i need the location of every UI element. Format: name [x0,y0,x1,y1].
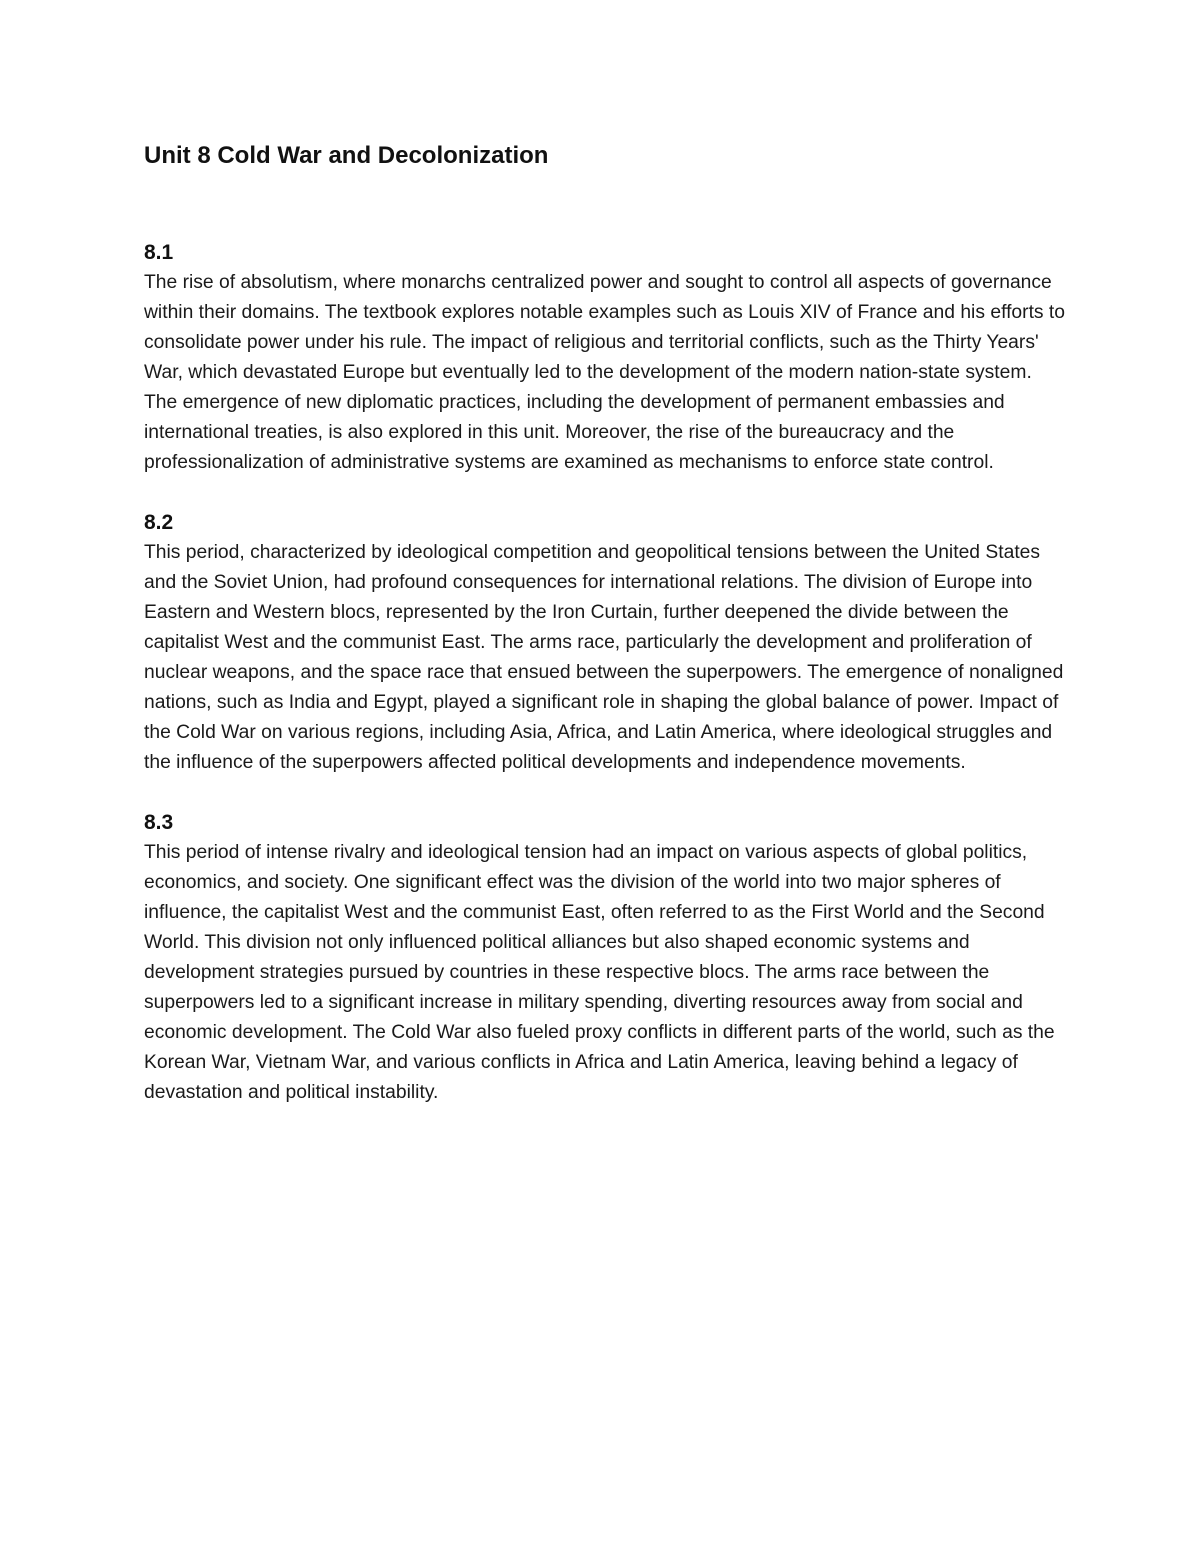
section-8-2 [144,508,1069,778]
section-heading: 8.1 [144,241,174,264]
section-paragraph: The rise of absolutism, where monarchs centralized power and sought to control all aspects of governance within their domains. The textbook explores notable examples such as Louis XIV of France and his efforts to consolidate power under his rule. The impact of religious and territorial conflicts, such as the Thirty Years' War, which devastated Europe but eventually led to the development of the modern nation-state system. The emergence of new diplomatic practices, including the development of permanent embassies and international treaties, is also explored in this unit. Moreover, the rise of the bureaucracy and the professionalization of administrative systems are examined as mechanisms to enforce state control. [144,272,1066,473]
section-paragraph: This period of intense rivalry and ideological tension had an impact on various aspects of global politics, economics, and society. One significant effect was the division of the world into two major spheres of influence, the capitalist West and the communist East, often referred to as the First World and the Second World. This division not only influenced political alliances but also shaped economic systems and development strategies pursued by countries in these respective blocs. The arms race between the superpowers led to a significant increase in military spending, diverting resources away from social and economic development. The Cold War also fueled proxy conflicts in different parts of the world, such as the Korean War, Vietnam War, and various conflicts in Africa and Latin America, leaving behind a legacy of devastation and political instability. [144,842,1055,1103]
document-title: Unit 8 Cold War and Decolonization [144,142,549,169]
section-8-3 [144,808,1069,1108]
section-paragraph: This period, characterized by ideological competition and geopolitical tensions between the United States and the Soviet Union, had profound consequences for international relations. The division of Europe into Eastern and Western blocs, represented by the Iron Curtain, further deepened the divide between the capitalist West and the communist East. The arms race, particularly the development and proliferation of nuclear weapons, and the space race that ensued between the superpowers. The emergence of nonaligned nations, such as India and Egypt, played a significant role in shaping the global balance of power. Impact of the Cold War on various regions, including Asia, Africa, and Latin America, where ideological struggles and the influence of the superpowers affected political developments and independence movements. [144,542,1064,773]
section-heading: 8.2 [144,511,174,534]
section-8-1 [144,238,1069,478]
section-heading: 8.3 [144,811,174,834]
document-content [144,138,1069,1108]
